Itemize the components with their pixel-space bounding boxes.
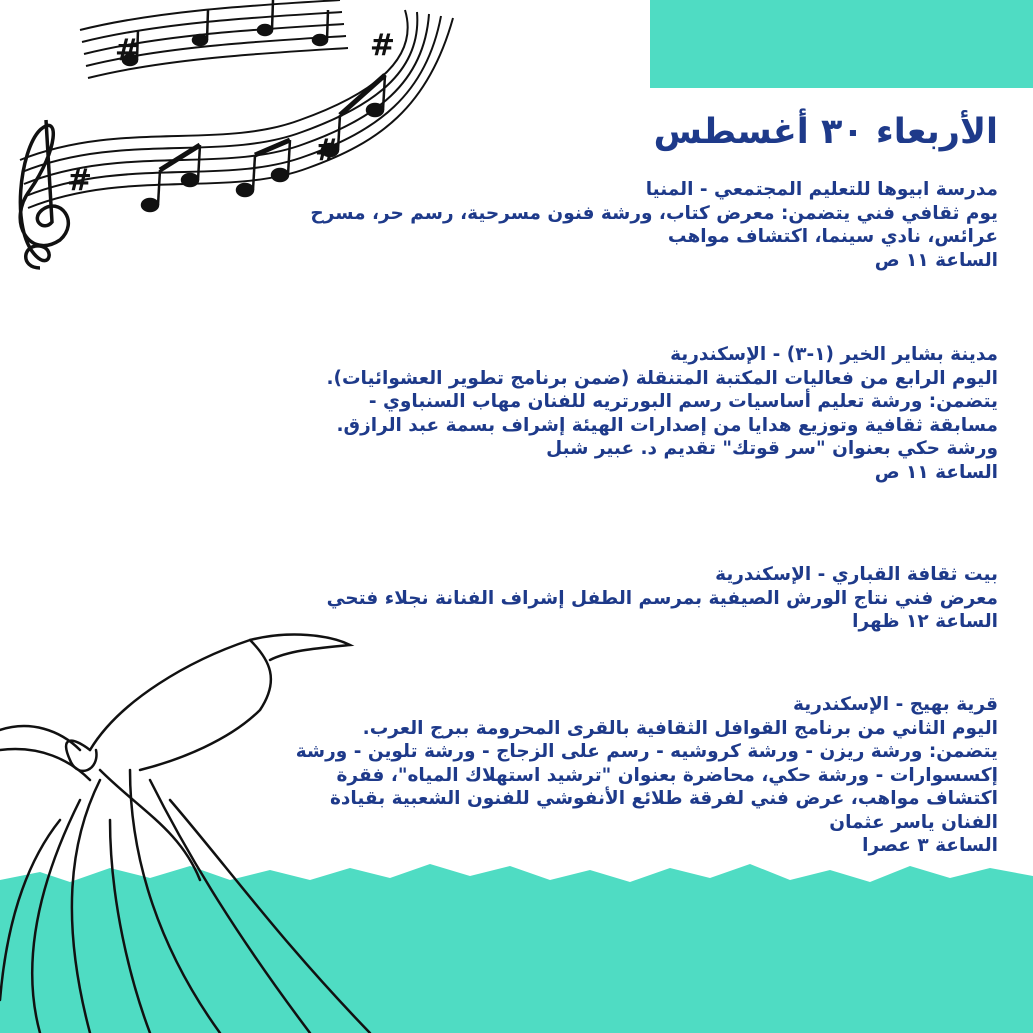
svg-text:#: #: [114, 33, 140, 68]
event-1-venue: مدرسة ابيوها للتعليم المجتمعي - المنيا: [645, 179, 998, 200]
event-2-venue: مدينة بشاير الخير (١-٣) - الإسكندرية: [670, 344, 998, 365]
event-4-line: إكسسوارات - ورشة حكي، محاضرة بعنوان "ترشيد استهلاك المياه"، فقرة: [336, 764, 998, 786]
event-3-venue: بيت ثقافة القباري - الإسكندرية: [715, 564, 998, 585]
top-teal-banner: [650, 0, 1033, 88]
svg-text:#: #: [369, 28, 395, 63]
event-4-line: اكتشاف مواهب، عرض فني لفرقة طلائع الأنفوشي للفنون الشعبية بقيادة: [330, 788, 998, 809]
page-title: الأربعاء ٣٠ أغسطس: [653, 112, 998, 152]
event-3: [218, 563, 998, 634]
svg-text:#: #: [66, 163, 92, 198]
event-4-venue: قرية بهيج - الإسكندرية: [793, 694, 998, 715]
event-1: [218, 178, 998, 272]
event-4-line: يتضمن: ورشة ريزن - ورشة كروشيه - رسم على الزجاج - ورشة تلوين - ورشة: [295, 741, 998, 762]
event-1-line: يوم ثقافي فني يتضمن: معرض كتاب، ورشة فنون مسرحية، رسم حر، مسرح: [310, 202, 998, 224]
event-2-time: الساعة ١١ ص: [874, 461, 998, 483]
svg-text:#: #: [314, 133, 340, 168]
event-1-line: عرائس، نادي سينما، اكتشاف مواهب: [667, 226, 998, 247]
event-2-line: ورشة حكي بعنوان "سر قوتك" تقديم د. عبير شبل: [546, 438, 998, 459]
event-2-line: مسابقة ثقافية وتوزيع هدايا من إصدارات الهيئة إشراف بسمة عبد الرازق.: [336, 414, 998, 436]
event-2: [218, 343, 998, 484]
event-2-line: اليوم الرابع من فعاليات المكتبة المتنقلة (ضمن برنامج تطوير العشوائيات).: [326, 367, 998, 389]
event-3-time: الساعة ١٢ ظهرا: [852, 611, 998, 632]
event-4-line: الفنان ياسر عثمان: [829, 811, 998, 833]
event-4-time: الساعة ٣ عصرا: [862, 835, 998, 856]
schedule-content: [218, 108, 998, 856]
event-1-time: الساعة ١١ ص: [874, 249, 998, 271]
event-4: [218, 693, 998, 858]
event-4-line: اليوم الثاني من برنامج القوافل الثقافية بالقرى المحرومة ببرج العرب.: [362, 717, 998, 739]
event-2-line: يتضمن: ورشة تعليم أساسيات رسم البورتريه للفنان مهاب السنباوي -: [368, 391, 998, 412]
event-3-line: معرض فني نتاج الورش الصيفية بمرسم الطفل إشراف الفنانة نجلاء فتحي: [326, 587, 998, 609]
